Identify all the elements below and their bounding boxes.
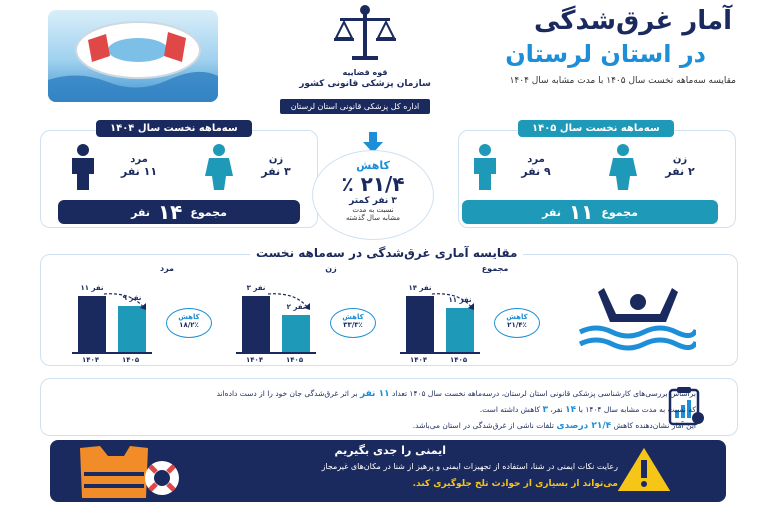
trend-arrow-icon — [266, 290, 316, 314]
comparison-title: مقایسه آماری غرق‌شدگی در سه‌ماهه نخست — [250, 246, 523, 260]
bar-1 — [446, 308, 474, 352]
chart-title: مجموع — [481, 264, 509, 273]
info-text: براساس بررسی‌های کارشناسی پزشکی قانونی استان لرستان، درسه‌ماهه نخست سال ۱۴۰۵ تعداد ۱۱ نفر بر اثر غرق‌شدگی جان خود را از دست داده‌اند که نسبت به مدت مشابه سال ۱۴۰۴ با ۱۴ نفر، ۳ کاهش داشته است. این آمار نشان‌دهنده کاهش ۲۱/۴ درصدی تلفات ناشی از غرق‌شدگی در استان می‌باشد. — [216, 389, 696, 431]
male-icon — [470, 144, 500, 194]
swimmer-icon — [576, 288, 696, 356]
decrease-bubble: کاهش ۲۱/۴٪ — [494, 308, 540, 338]
safety-title: ایمنی را جدی بگیریم — [334, 444, 446, 457]
bar-value-label: ۱۴ نفر — [408, 284, 432, 292]
bar-category-label: ۱۴۰۵ — [122, 356, 140, 364]
decrease-summary: کاهش ۲۱/۴ ٪ ۳ نفر کمتر نسبت به مدت مشابه سال گذشته — [312, 150, 434, 240]
decrease-bubble: کاهش ۱۸/۲٪ — [166, 308, 212, 338]
male-stat-1404: مرد ۱۱ نفر — [120, 154, 158, 178]
bar-value-label: ۱۱ نفر — [448, 296, 472, 304]
org-line1: قوه قضاییه — [342, 68, 388, 77]
male-icon — [68, 144, 98, 194]
chart-title: زن — [325, 264, 337, 273]
chart-title: مرد — [159, 264, 175, 273]
card-1405-tab: سه‌ماهه نخست سال ۱۴۰۵ — [518, 120, 674, 137]
safety-body-highlight: می‌تواند از بسیاری از حوادث تلخ جلوگیری کند. — [412, 479, 618, 489]
bar-category-label: ۱۴۰۴ — [246, 356, 264, 364]
female-stat-1404: زن ۳ نفر — [261, 154, 291, 178]
warning-sign-icon — [614, 444, 674, 498]
safety-body: رعایت نکات ایمنی در شنا، استفاده از تجهیزات ایمنی و پرهیز از شنا در مکان‌های غیرمجاز — [321, 462, 618, 471]
decrease-bubble: کاهش ۳۳/۳٪ — [330, 308, 376, 338]
bar-category-label: ۱۴۰۴ — [410, 356, 428, 364]
female-stat-1405: زن ۲ نفر — [665, 154, 695, 178]
bar-value-label: ۳ نفر — [246, 284, 266, 292]
trend-arrow-icon — [102, 290, 152, 314]
scales-emblem-icon — [330, 4, 400, 64]
chart-axis — [400, 352, 480, 354]
bar-value-label: ۱۱ نفر — [80, 284, 104, 292]
male-stat-1405: مرد ۹ نفر — [521, 154, 551, 178]
female-icon — [204, 144, 234, 194]
total-1405: مجموع ۱۱ نفر — [462, 200, 718, 224]
org-bar: اداره کل پزشکی قانونی استان لرستان — [280, 99, 430, 114]
life-buoy-image — [48, 10, 218, 102]
bar-category-label: ۱۴۰۵ — [450, 356, 468, 364]
page-title: آمار غرق‌شدگی — [534, 6, 732, 36]
total-1404: مجموع ۱۴ نفر — [58, 200, 300, 224]
life-jacket-image — [72, 442, 182, 504]
chart-axis — [72, 352, 152, 354]
org-line2: سازمان پزشکی قانونی کشور — [299, 79, 431, 89]
bar-value-label: ۲ نفر — [286, 302, 306, 311]
page-subtitle: مقایسه سه‌ماهه نخست سال ۱۴۰۵ با مدت مشابه سال ۱۴۰۴ — [509, 76, 736, 86]
card-1404-tab: سه‌ماهه نخست سال ۱۴۰۴ — [96, 120, 252, 137]
bar-value-label: ۹ نفر — [122, 294, 142, 303]
female-icon — [608, 144, 638, 194]
bar-1 — [282, 315, 310, 352]
bar-category-label: ۱۴۰۵ — [286, 356, 304, 364]
trend-arrow-icon — [430, 290, 480, 314]
org-logo — [280, 4, 450, 114]
page-title-region: در استان لرستان — [505, 40, 706, 68]
bar-category-label: ۱۴۰۴ — [82, 356, 100, 364]
chart-axis — [236, 352, 316, 354]
